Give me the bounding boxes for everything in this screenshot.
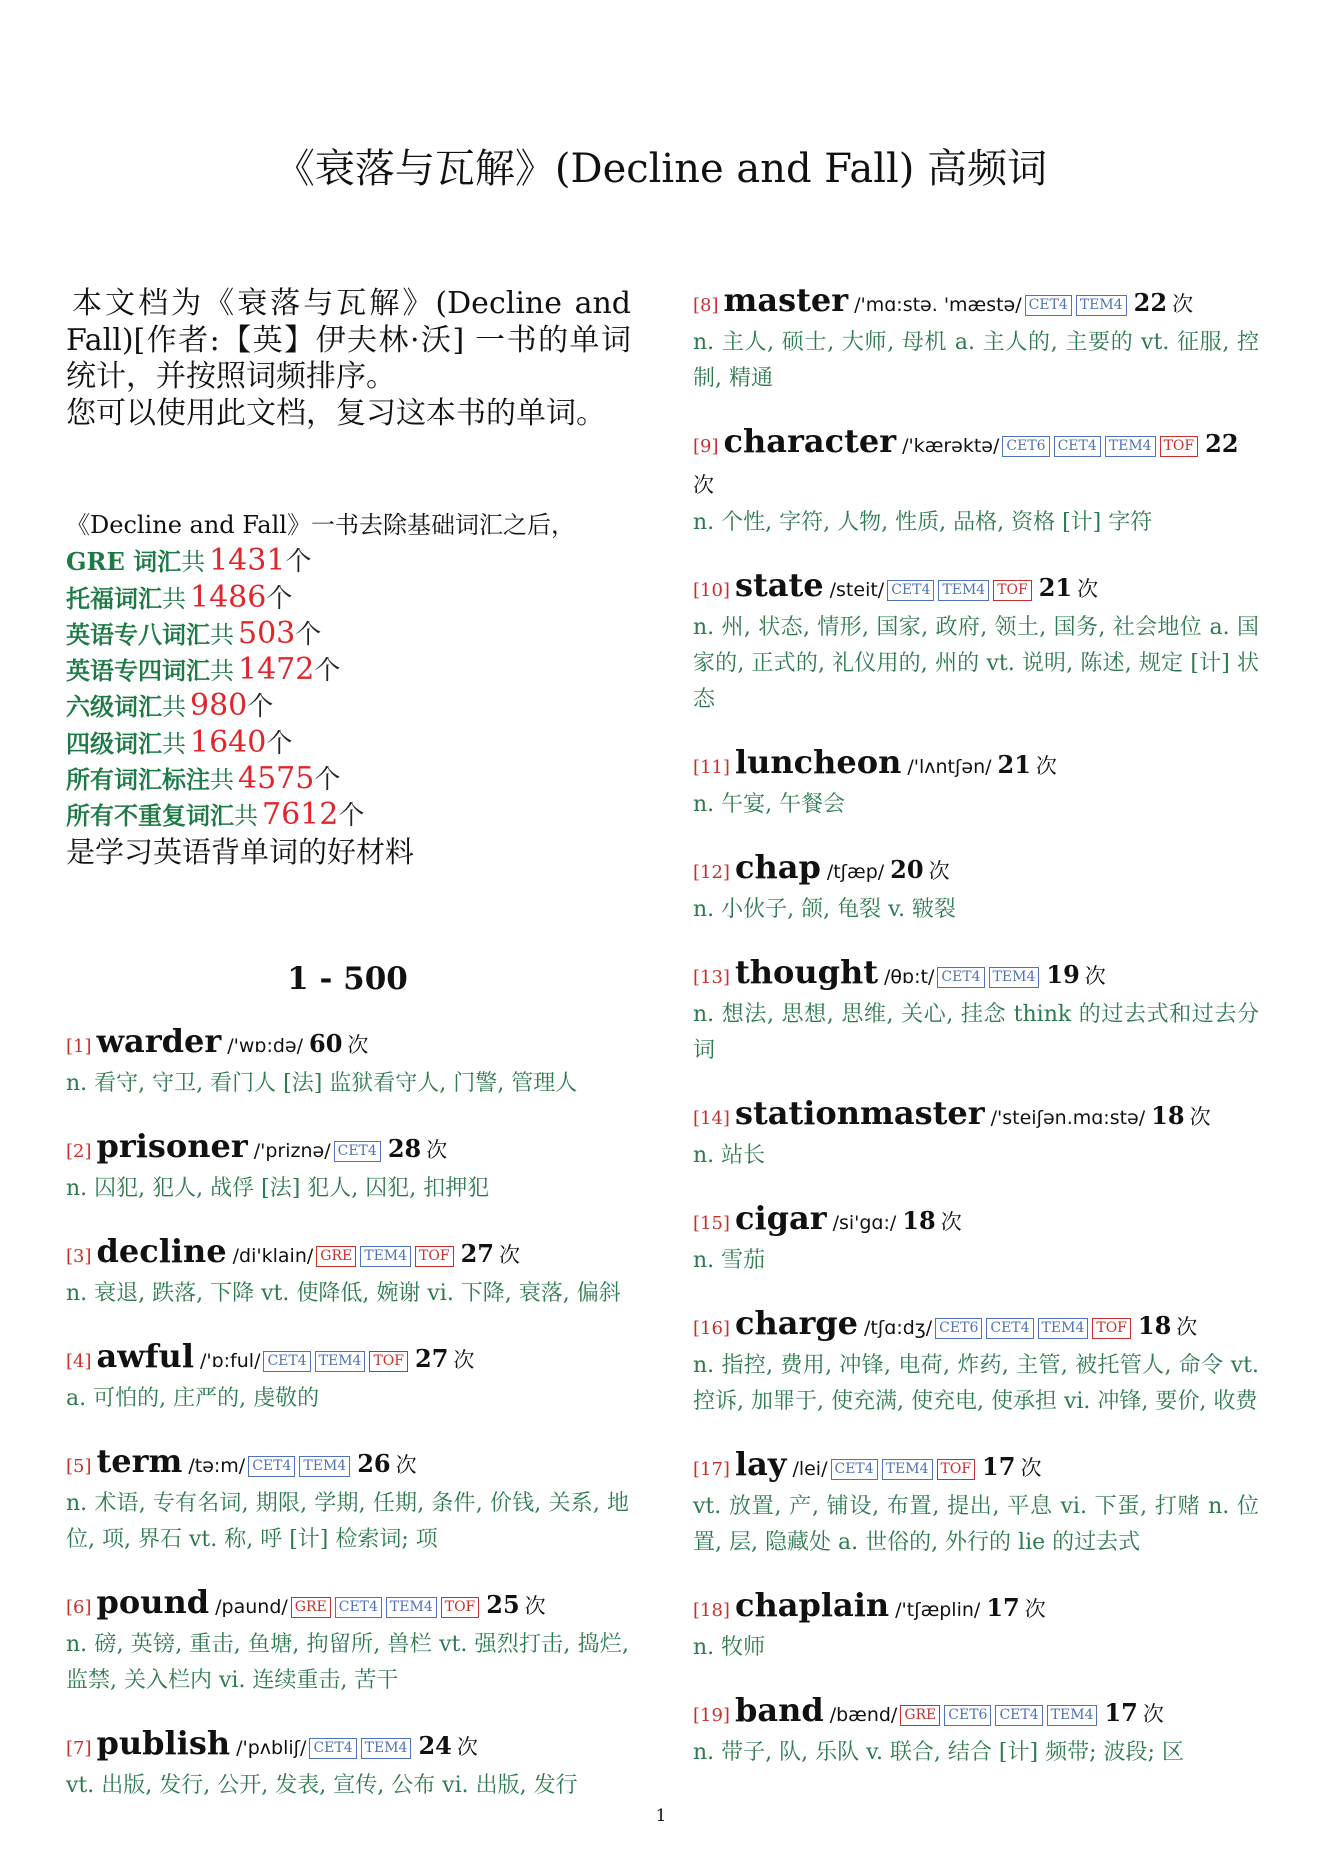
- stats-label: 所有不重复词汇: [66, 801, 234, 831]
- tag-badge-gre: GRE: [316, 1246, 356, 1267]
- entry-index: [15]: [693, 1213, 730, 1234]
- stats-count: 1431: [209, 543, 286, 579]
- word-entry: [66, 1127, 629, 1207]
- stats-gong: 共: [210, 657, 234, 686]
- tag-badge-cet4: CET4: [263, 1351, 310, 1372]
- word-entry: [66, 1724, 629, 1804]
- entry-header: [693, 422, 1259, 505]
- word-entry: [693, 281, 1259, 397]
- tag-badge-tem4: TEM4: [360, 1246, 411, 1267]
- tag-badge-cet4: CET4: [248, 1456, 295, 1477]
- stats-label: 英语专八词汇: [66, 619, 210, 649]
- definition: vt. 出版, 发行, 公开, 发表, 宣传, 公布 vi. 出版, 发行: [66, 1773, 578, 1798]
- stats-gong: 共: [210, 620, 234, 649]
- stats-row: [66, 797, 631, 833]
- definition: n. 囚犯, 犯人, 战俘 [法] 犯人, 囚犯, 扣押犯: [66, 1176, 490, 1201]
- tag-badge-tem4: TEM4: [882, 1459, 933, 1480]
- frequency-count: 22: [1205, 429, 1239, 458]
- stats-gong: 共: [162, 693, 186, 722]
- phonetic: /tʃɑ:dʒ/: [864, 1317, 933, 1339]
- tag-badge-cet4: CET4: [995, 1705, 1042, 1726]
- phonetic: /'lʌntʃən/: [907, 756, 992, 778]
- entry-index: [9]: [693, 436, 719, 457]
- frequency-count: 25: [486, 1590, 520, 1619]
- word-entry: [66, 1442, 629, 1558]
- stats-count: 1472: [238, 652, 315, 688]
- stats-row: [66, 761, 631, 797]
- count-unit: 次: [1172, 292, 1194, 316]
- entry-index: [16]: [693, 1318, 730, 1339]
- definition: n. 主人, 硕士, 大师, 母机 a. 主人的, 主要的 vt. 征服, 控制, 精通: [693, 330, 1259, 391]
- page-title: 《衰落与瓦解》(Decline and Fall) 高频词: [274, 146, 1048, 192]
- stats-gong: 共: [234, 802, 258, 831]
- entry-header: [66, 1724, 629, 1768]
- word-entry: [693, 422, 1259, 541]
- count-unit: 次: [928, 859, 950, 883]
- entry-index: [13]: [693, 967, 730, 988]
- count-unit: 次: [1189, 1105, 1211, 1129]
- word-entry: [693, 848, 1259, 928]
- stats-row: [66, 688, 631, 724]
- tag-badge-cet6: CET6: [935, 1318, 982, 1339]
- definition: n. 术语, 专有名词, 期限, 学期, 任期, 条件, 价钱, 关系, 地位, 项, 界石 vt. 称, 呼 [计] 检索词; 项: [66, 1491, 629, 1552]
- intro-paragraph: 本文档为《衰落与瓦解》(Decline and Fall)[作者:【英】伊夫林·沃] 一书的单词统计，并按照词频排序。: [66, 286, 631, 394]
- frequency-count: 28: [387, 1134, 422, 1163]
- definition: n. 雪茄: [693, 1248, 766, 1273]
- count-unit: 次: [1176, 1315, 1198, 1339]
- stats-ge: 个: [314, 765, 341, 796]
- word-entry: [693, 1304, 1259, 1420]
- count-unit: 次: [1084, 964, 1106, 988]
- frequency-count: 17: [982, 1452, 1016, 1481]
- stats-count: 1640: [190, 724, 267, 760]
- stats-count: 503: [238, 615, 296, 651]
- frequency-count: 17: [986, 1593, 1020, 1622]
- count-unit: 次: [1077, 577, 1099, 601]
- headword: charge: [734, 1304, 859, 1342]
- frequency-count: 20: [890, 855, 924, 884]
- entry-header: [693, 743, 1259, 787]
- definition: n. 衰退, 跌落, 下降 vt. 使降低, 婉谢 vi. 下降, 衰落, 偏斜: [66, 1281, 621, 1306]
- entry-header: [693, 566, 1259, 610]
- tag-badge-tem4: TEM4: [386, 1597, 437, 1618]
- word-entry: [693, 1691, 1259, 1771]
- tag-badge-cet4: CET4: [334, 1141, 381, 1162]
- headword: stationmaster: [734, 1094, 985, 1132]
- word-entry: [693, 1094, 1259, 1174]
- word-entry: [693, 1199, 1259, 1279]
- headword: thought: [734, 953, 879, 991]
- entry-index: [1]: [66, 1036, 92, 1057]
- headword: state: [734, 566, 824, 604]
- phonetic: /'mɑ:stə. 'mæstə/: [854, 294, 1022, 316]
- entry-header: [66, 1022, 629, 1066]
- vocabulary-stats: [66, 507, 631, 870]
- stats-label: 英语专四词汇: [66, 656, 210, 686]
- headword: decline: [96, 1232, 227, 1270]
- phonetic: /'steiʃən.mɑ:stə/: [990, 1107, 1146, 1129]
- entry-header: [693, 1691, 1259, 1735]
- stats-row: [66, 616, 631, 652]
- intro-paragraph: 您可以使用此文档，复习这本书的单词。: [66, 395, 606, 431]
- tag-badge-tof: TOF: [369, 1351, 408, 1372]
- count-unit: 次: [498, 1243, 520, 1267]
- tag-badge-cet4: CET4: [335, 1597, 382, 1618]
- count-unit: 次: [453, 1348, 475, 1372]
- phonetic: /'pʌbliʃ/: [236, 1737, 307, 1759]
- entry-header: [693, 1094, 1259, 1138]
- headword: prisoner: [96, 1127, 248, 1165]
- tag-badge-tem4: TEM4: [989, 967, 1040, 988]
- frequency-count: 24: [418, 1731, 452, 1760]
- tag-badge-tof: TOF: [993, 580, 1032, 601]
- word-entry: [66, 1337, 629, 1417]
- tag-badge-tem4: TEM4: [299, 1456, 350, 1477]
- headword: lay: [734, 1445, 787, 1483]
- entry-header: [66, 1442, 629, 1486]
- frequency-count: 26: [357, 1449, 391, 1478]
- entry-index: [19]: [693, 1705, 730, 1726]
- definition: n. 指控, 费用, 冲锋, 电荷, 炸药, 主管, 被托管人, 命令 vt. 控诉, 加罪于, 使充满, 使充电, 使承担 vi. 冲锋, 要价, 收费: [693, 1353, 1259, 1414]
- tag-badge-tof: TOF: [1092, 1318, 1131, 1339]
- frequency-count: 17: [1104, 1698, 1138, 1727]
- definition: n. 州, 状态, 情形, 国家, 政府, 领土, 国务, 社会地位 a. 国家的, 正式的, 礼仪用的, 州的 vt. 说明, 陈述, 规定 [计] 状态: [693, 615, 1259, 712]
- tag-badge-cet4: CET4: [887, 580, 934, 601]
- tag-badge-cet4: CET4: [1025, 295, 1072, 316]
- entry-header: [693, 1445, 1259, 1489]
- definition: n. 带子, 队, 乐队 v. 联合, 结合 [计] 频带; 波段; 区: [693, 1740, 1184, 1765]
- word-entry: [693, 953, 1259, 1069]
- phonetic: /lei/: [792, 1458, 828, 1480]
- phonetic: /'kærəktə/: [902, 435, 1000, 457]
- entry-index: [6]: [66, 1597, 92, 1618]
- right-entries: [693, 281, 1259, 1771]
- phonetic: /bænd/: [829, 1704, 898, 1726]
- count-unit: 次: [693, 473, 714, 497]
- count-unit: 次: [347, 1033, 369, 1057]
- word-entry: [66, 1232, 629, 1312]
- entry-header: [693, 1199, 1259, 1243]
- stats-row: [66, 543, 631, 579]
- frequency-count: 27: [415, 1344, 449, 1373]
- entry-index: [10]: [693, 580, 730, 601]
- entry-header: [66, 1583, 629, 1627]
- phonetic: /si'gɑ:/: [832, 1212, 897, 1234]
- tag-badge-tem4: TEM4: [938, 580, 989, 601]
- stats-count: 7612: [262, 797, 339, 833]
- entry-index: [11]: [693, 757, 730, 778]
- stats-label: 四级词汇: [66, 728, 162, 758]
- definition: n. 小伙子, 颌, 龟裂 v. 皲裂: [693, 897, 956, 922]
- tag-badge-cet4: CET4: [937, 967, 984, 988]
- definition: n. 看守, 守卫, 看门人 [法] 监狱看守人, 门警, 管理人: [66, 1071, 578, 1096]
- tag-badge-tof: TOF: [937, 1459, 976, 1480]
- frequency-count: 60: [309, 1029, 343, 1058]
- left-entries: [66, 1022, 629, 1804]
- phonetic: /'tʃæplin/: [895, 1599, 981, 1621]
- tag-badge-cet4: CET4: [831, 1459, 878, 1480]
- stats-count: 1486: [190, 579, 267, 615]
- headword: term: [96, 1442, 183, 1480]
- count-unit: 次: [940, 1210, 962, 1234]
- phonetic: /tʃæp/: [826, 861, 885, 883]
- headword: publish: [96, 1724, 231, 1762]
- entry-header: [66, 1337, 629, 1381]
- word-entry: [693, 566, 1259, 718]
- headword: master: [723, 281, 849, 319]
- tag-badge-cet6: CET6: [1002, 436, 1049, 457]
- intro-text: [66, 286, 631, 432]
- tag-badge-tem4: TEM4: [315, 1351, 366, 1372]
- frequency-count: 18: [1137, 1311, 1172, 1340]
- headword: chap: [734, 848, 821, 886]
- definition: a. 可怕的, 庄严的, 虔敬的: [66, 1386, 320, 1411]
- stats-intro: 《Decline and Fall》一书去除基础词汇之后，: [66, 511, 575, 539]
- stats-gong: 共: [210, 766, 234, 795]
- headword: cigar: [734, 1199, 827, 1237]
- entry-index: [8]: [693, 295, 719, 316]
- entry-index: [12]: [693, 862, 730, 883]
- entry-header: [693, 1586, 1259, 1630]
- entry-header: [693, 953, 1259, 997]
- stats-ge: 个: [295, 619, 322, 650]
- word-entry: [66, 1022, 629, 1102]
- word-entry: [693, 1586, 1259, 1666]
- entry-index: [2]: [66, 1141, 92, 1162]
- stats-ge: 个: [338, 801, 365, 832]
- page-number: 1: [655, 1806, 667, 1826]
- frequency-count: 21: [997, 750, 1031, 779]
- phonetic: /'priznə/: [253, 1140, 331, 1162]
- stats-gong: 共: [162, 584, 186, 613]
- stats-gong: 共: [162, 729, 186, 758]
- tag-badge-tof: TOF: [441, 1597, 480, 1618]
- entry-header: [693, 281, 1259, 325]
- frequency-count: 21: [1038, 573, 1073, 602]
- headword: warder: [96, 1022, 222, 1060]
- phonetic: /di'klain/: [232, 1245, 314, 1267]
- tag-badge-cet4: CET4: [309, 1738, 356, 1759]
- stats-label: GRE 词汇: [66, 547, 182, 577]
- entry-header: [693, 848, 1259, 892]
- section-heading: 1 - 500: [287, 961, 408, 997]
- headword: chaplain: [734, 1586, 890, 1624]
- stats-ge: 个: [314, 656, 341, 687]
- count-unit: 次: [426, 1138, 448, 1162]
- phonetic: /θɒ:t/: [884, 966, 935, 988]
- tag-badge-tem4: TEM4: [1105, 436, 1156, 457]
- tag-badge-gre: GRE: [900, 1705, 940, 1726]
- count-unit: 次: [1024, 1597, 1046, 1621]
- tag-badge-tem4: TEM4: [361, 1738, 412, 1759]
- headword: luncheon: [734, 743, 902, 781]
- tag-badge-cet4: CET4: [1054, 436, 1101, 457]
- entry-index: [18]: [693, 1600, 730, 1621]
- word-entry: [693, 743, 1259, 823]
- definition: n. 磅, 英镑, 重击, 鱼塘, 拘留所, 兽栏 vt. 强烈打击, 捣烂, 监禁, 关入栏内 vi. 连续重击, 苦干: [66, 1632, 629, 1693]
- word-entry: [66, 1583, 629, 1699]
- tag-badge-cet6: CET6: [944, 1705, 991, 1726]
- headword: band: [734, 1691, 824, 1729]
- entry-index: [17]: [693, 1459, 730, 1480]
- frequency-count: 19: [1046, 960, 1080, 989]
- stats-outro: 是学习英语背单词的好材料: [66, 834, 415, 869]
- stats-ge: 个: [285, 547, 312, 578]
- phonetic: /steit/: [829, 579, 885, 601]
- stats-label: 托福词汇: [66, 583, 162, 613]
- entry-header: [66, 1127, 629, 1171]
- tag-badge-tem4: TEM4: [1076, 295, 1127, 316]
- stats-row: [66, 652, 631, 688]
- entry-index: [5]: [66, 1456, 92, 1477]
- frequency-count: 18: [902, 1206, 936, 1235]
- phonetic: /paund/: [215, 1596, 288, 1618]
- phonetic: /'ɒ:ful/: [199, 1350, 261, 1372]
- entry-index: [14]: [693, 1108, 730, 1129]
- frequency-count: 27: [460, 1239, 494, 1268]
- stats-gong: 共: [181, 548, 206, 577]
- definition: n. 想法, 思想, 思维, 关心, 挂念 think 的过去式和过去分词: [693, 1002, 1259, 1063]
- count-unit: 次: [1035, 754, 1057, 778]
- headword: pound: [96, 1583, 210, 1621]
- tag-badge-tof: TOF: [415, 1246, 454, 1267]
- tag-badge-tof: TOF: [1160, 436, 1199, 457]
- stats-label: 六级词汇: [66, 692, 162, 722]
- tag-badge-tem4: TEM4: [1047, 1705, 1098, 1726]
- stats-label: 所有词汇标注: [66, 765, 210, 795]
- headword: awful: [96, 1337, 194, 1375]
- tag-badge-gre: GRE: [291, 1597, 331, 1618]
- definition: n. 牧师: [693, 1635, 766, 1660]
- stats-ge: 个: [247, 692, 274, 723]
- stats-row: [66, 580, 631, 616]
- entry-index: [4]: [66, 1351, 92, 1372]
- definition: n. 站长: [693, 1143, 766, 1168]
- count-unit: 次: [395, 1453, 417, 1477]
- count-unit: 次: [524, 1594, 546, 1618]
- entry-header: [693, 1304, 1259, 1348]
- stats-count: 4575: [238, 761, 315, 797]
- stats-count: 980: [190, 688, 248, 724]
- word-entry: [693, 1445, 1259, 1561]
- frequency-count: 22: [1133, 288, 1168, 317]
- entry-header: [66, 1232, 629, 1276]
- stats-ge: 个: [266, 728, 293, 759]
- frequency-count: 18: [1151, 1101, 1185, 1130]
- entry-index: [7]: [66, 1738, 92, 1759]
- tag-badge-cet4: CET4: [986, 1318, 1033, 1339]
- definition: vt. 放置, 产, 铺设, 布置, 提出, 平息 vi. 下蛋, 打赌 n. 位置, 层, 隐藏处 a. 世俗的, 外行的 lie 的过去式: [693, 1494, 1259, 1555]
- stats-ge: 个: [266, 583, 293, 614]
- definition: n. 午宴, 午餐会: [693, 792, 846, 817]
- entry-index: [3]: [66, 1246, 92, 1267]
- phonetic: /tə:m/: [188, 1455, 246, 1477]
- count-unit: 次: [456, 1735, 478, 1759]
- phonetic: /'wɒ:də/: [227, 1035, 304, 1057]
- stats-row: [66, 725, 631, 761]
- tag-badge-tem4: TEM4: [1038, 1318, 1089, 1339]
- count-unit: 次: [1020, 1456, 1042, 1480]
- definition: n. 个性, 字符, 人物, 性质, 品格, 资格 [计] 字符: [693, 510, 1153, 535]
- count-unit: 次: [1142, 1702, 1164, 1726]
- headword: character: [723, 422, 897, 460]
